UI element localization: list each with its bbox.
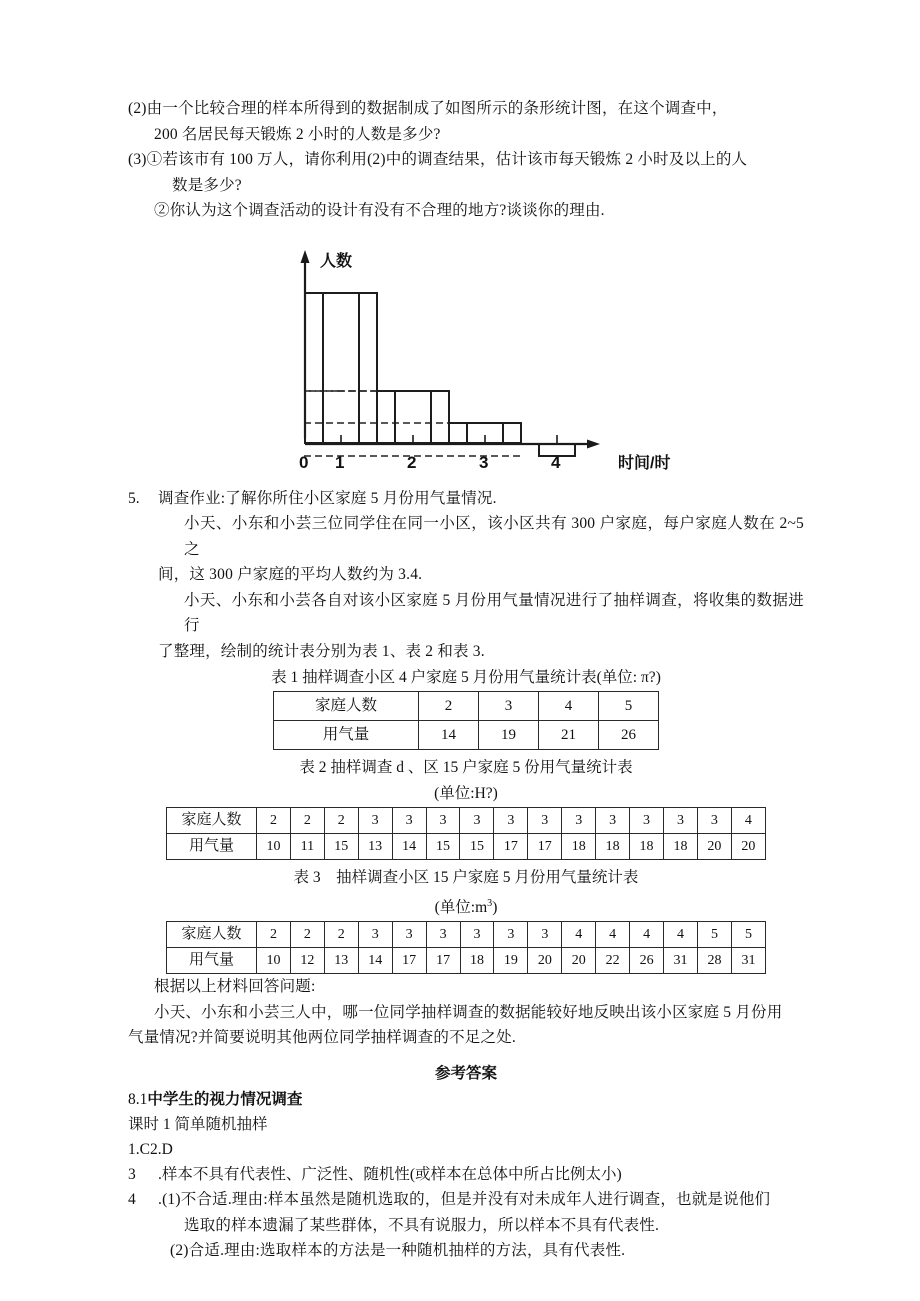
table-3-gas-0: 10 (257, 948, 291, 974)
table-row (167, 808, 766, 834)
table-3-people-8: 3 (528, 922, 562, 948)
x-tick-label-1: 1 (335, 452, 345, 472)
question-5-line-4: 小天、小东和小芸各自对该小区家庭 5 月份用气量情况进行了抽样调查，将收集的数据进行 (184, 591, 804, 634)
table-2-gas-2: 15 (324, 834, 358, 860)
answers-lesson: 课时 1 简单随机抽样 (128, 1115, 268, 1133)
table-3-unit-suffix: ) (492, 899, 498, 917)
table-2-people-12: 3 (664, 808, 698, 834)
table-2-gas-7: 17 (494, 834, 528, 860)
table-1 (273, 691, 659, 750)
table-2-row-label-gas: 用气量 (167, 834, 257, 860)
closing-line-3: 气量情况?并简要说明其他两位同学抽样调查的不足之处. (128, 1029, 516, 1047)
table-3-people-2: 2 (324, 922, 358, 948)
x-tick-label-2: 2 (407, 452, 417, 472)
table-2 (166, 807, 766, 860)
question-3-line-1: (3)①若该市有 100 万人，请你利用(2)中的调查结果，估计该市每天锻炼 2 小时及以上的人 (128, 151, 748, 168)
table-2-people-5: 3 (426, 808, 460, 834)
table-1-people-2: 4 (538, 692, 598, 721)
table-3-caption-line-2 (128, 892, 804, 920)
table-3-gas-1: 12 (290, 948, 324, 974)
x-axis-arrow-icon (587, 439, 600, 448)
table-1-gas-2: 21 (538, 721, 598, 750)
table-2-people-0: 2 (257, 808, 291, 834)
table-3-people-11: 4 (630, 922, 664, 948)
table-3-people-9: 4 (562, 922, 596, 948)
table-2-people-8: 3 (528, 808, 562, 834)
table-3-gas-2: 13 (324, 948, 358, 974)
table-2-gas-12: 18 (664, 834, 698, 860)
table-1-gas-3: 26 (598, 721, 658, 750)
table-2-people-9: 3 (562, 808, 596, 834)
table-row (274, 721, 659, 750)
table-2-gas-14: 20 (731, 834, 765, 860)
x-tick-label-0: 0 (299, 452, 309, 472)
answers-section-prefix: 8.1 (128, 1090, 148, 1108)
table-3-people-14: 5 (731, 922, 765, 948)
answers-q4-line-2: 选取的样本遗漏了某些群体，不具有说服力，所以样本不具有代表性. (184, 1216, 660, 1234)
bar-chart-svg (128, 238, 804, 486)
answers-q3 (128, 1162, 804, 1188)
closing-line-1: 根据以上材料回答问题: (154, 978, 316, 996)
table-2-gas-5: 15 (426, 834, 460, 860)
answers-q4-number: 4 (128, 1191, 136, 1209)
answers-q4-line-1: .(1)不合适.理由:样本虽然是随机选取的，但是并没有对未成年人进行调查，也就是说他们 (158, 1191, 771, 1209)
page-content (128, 96, 804, 1264)
bar-a (323, 293, 359, 443)
y-axis-label: 人数 (320, 252, 353, 270)
question-5-index: 5 (128, 489, 136, 507)
table-3-people-13: 5 (697, 922, 731, 948)
table-3-gas-7: 19 (494, 948, 528, 974)
table-3-people-7: 3 (494, 922, 528, 948)
table-3-people-1: 2 (290, 922, 324, 948)
table-3-gas-10: 22 (596, 948, 630, 974)
answers-q4-body (158, 1187, 804, 1264)
table-3-gas-6: 18 (460, 948, 494, 974)
table-3-unit-prefix: (单位:m (434, 899, 488, 917)
table-2-gas-3: 13 (358, 834, 392, 860)
table-2-caption-line-2: (单位:H?) (434, 785, 498, 802)
table-1-gas-0: 14 (418, 721, 478, 750)
answers-q1-q2: 1.C2.D (128, 1140, 173, 1158)
table-3-gas-12: 31 (664, 948, 698, 974)
question-3-line-2: 数是多少? (172, 176, 242, 194)
table-3-caption-line-1: 表 3 抽样调查小区 15 户家庭 5 月份用气量统计表 (293, 869, 639, 886)
bar-chart (128, 238, 804, 486)
table-row (274, 692, 659, 721)
table-3-people-6: 3 (460, 922, 494, 948)
table-1-people-1: 3 (478, 692, 538, 721)
table-3-people-4: 3 (392, 922, 426, 948)
table-2-people-6: 3 (460, 808, 494, 834)
table-3-row-label-gas: 用气量 (167, 948, 257, 974)
table-2-gas-0: 10 (257, 834, 291, 860)
answers-block (128, 1061, 804, 1264)
table-2-people-13: 3 (697, 808, 731, 834)
closing-block (128, 974, 804, 1051)
table-2-gas-4: 14 (392, 834, 426, 860)
question-5-line-5: 了整理，绘制的统计表分别为表 1、表 2 和表 3. (158, 642, 485, 660)
question-5-line-2: 小天、小东和小芸三位同学住在同一小区，该小区共有 300 户家庭，每户家庭人数在 2~5 之 (184, 515, 804, 558)
table-3-block (128, 866, 804, 974)
table-3-people-10: 4 (596, 922, 630, 948)
table-2-caption-line-1: 表 2 抽样调查 d 、区 15 户家庭 5 份用气量统计表 (299, 759, 633, 776)
table-1-gas-1: 19 (478, 721, 538, 750)
question-5-number (128, 486, 158, 512)
answers-section-name: 中学生的视力情况调查 (147, 1090, 303, 1108)
table-3-unit-exponent: 3 (487, 898, 493, 909)
question-2-line-1: (2)由一个比较合理的样本所得到的数据制成了如图所示的条形统计图，在这个调查中， (128, 100, 728, 117)
answers-q4-line-3: (2)合适.理由:选取样本的方法是一种随机抽样的方法，具有代表性. (170, 1242, 626, 1260)
table-2-gas-1: 11 (290, 834, 324, 860)
table-1-people-0: 2 (418, 692, 478, 721)
table-3-gas-11: 26 (630, 948, 664, 974)
gridlines (304, 293, 520, 456)
table-2-gas-8: 17 (528, 834, 562, 860)
question-5-dot: . (135, 489, 140, 507)
table-3-people-0: 2 (257, 922, 291, 948)
table-1-row-label-people: 家庭人数 (274, 692, 419, 721)
table-2-block (128, 756, 804, 860)
x-tick-label-3: 3 (479, 452, 489, 472)
table-3-gas-8: 20 (528, 948, 562, 974)
table-2-people-2: 2 (324, 808, 358, 834)
table-2-people-4: 3 (392, 808, 426, 834)
answers-heading: 参考答案 (434, 1064, 497, 1082)
question-3-line-3: ②你认为这个调查活动的设计有没有不合理的地方?谈谈你的理由. (154, 202, 605, 219)
answers-q3-number: 3 (128, 1165, 136, 1183)
x-tick-label-4: 4 (551, 452, 561, 472)
table-row (167, 922, 766, 948)
table-2-row-label-people: 家庭人数 (167, 808, 257, 834)
answers-q4 (128, 1187, 804, 1264)
bar-0-1 (305, 293, 377, 443)
table-3-gas-13: 28 (697, 948, 731, 974)
question-5-block (128, 486, 804, 665)
answers-q3-text: .样本不具有代表性、广泛性、随机性(或样本在总体中所占比例太小) (158, 1165, 622, 1183)
table-2-people-7: 3 (494, 808, 528, 834)
table-2-gas-13: 20 (697, 834, 731, 860)
bars-row2 (323, 293, 503, 443)
answers-section-title (128, 1087, 804, 1112)
question-3-block (128, 147, 804, 224)
y-axis-arrow-icon (301, 250, 310, 263)
closing-line-2: 小天、小东和小芸三人中，哪一位同学抽样调查的数据能较好地反映出该小区家庭 5 月份用 (154, 1003, 783, 1021)
question-5-line-3: 间，这 300 户家庭的平均人数约为 3.4. (158, 566, 423, 583)
table-3-gas-9: 20 (562, 948, 596, 974)
table-2-people-10: 3 (596, 808, 630, 834)
question-2-line-2: 200 名居民每天锻炼 2 小时的人数是多少? (154, 125, 441, 143)
table-3-gas-14: 31 (731, 948, 765, 974)
table-row (167, 948, 766, 974)
x-axis-label: 时间/时 (618, 454, 671, 472)
table-2-people-3: 3 (358, 808, 392, 834)
table-2-people-1: 2 (290, 808, 324, 834)
table-2-people-14: 4 (731, 808, 765, 834)
question-5-line-1: 调查作业:了解你所住小区家庭 5 月份用气量情况. (158, 489, 497, 507)
table-3-people-12: 4 (664, 922, 698, 948)
table-1-block (128, 666, 804, 750)
table-3-gas-5: 17 (426, 948, 460, 974)
table-3 (166, 921, 766, 974)
question-2-block (128, 96, 804, 147)
table-3-gas-4: 17 (392, 948, 426, 974)
table-1-people-3: 5 (598, 692, 658, 721)
table-2-gas-6: 15 (460, 834, 494, 860)
table-1-caption: 表 1 抽样调查小区 4 户家庭 5 月份用气量统计表(单位: π?) (271, 669, 661, 686)
question-5-body (158, 486, 804, 665)
table-1-row-label-gas: 用气量 (274, 721, 419, 750)
table-row (167, 834, 766, 860)
table-2-gas-9: 18 (562, 834, 596, 860)
table-3-gas-3: 14 (358, 948, 392, 974)
table-2-gas-11: 18 (630, 834, 664, 860)
table-3-people-3: 3 (358, 922, 392, 948)
table-2-gas-10: 18 (596, 834, 630, 860)
table-3-people-5: 3 (426, 922, 460, 948)
table-3-row-label-people: 家庭人数 (167, 922, 257, 948)
bars (305, 293, 521, 443)
table-2-people-11: 3 (630, 808, 664, 834)
